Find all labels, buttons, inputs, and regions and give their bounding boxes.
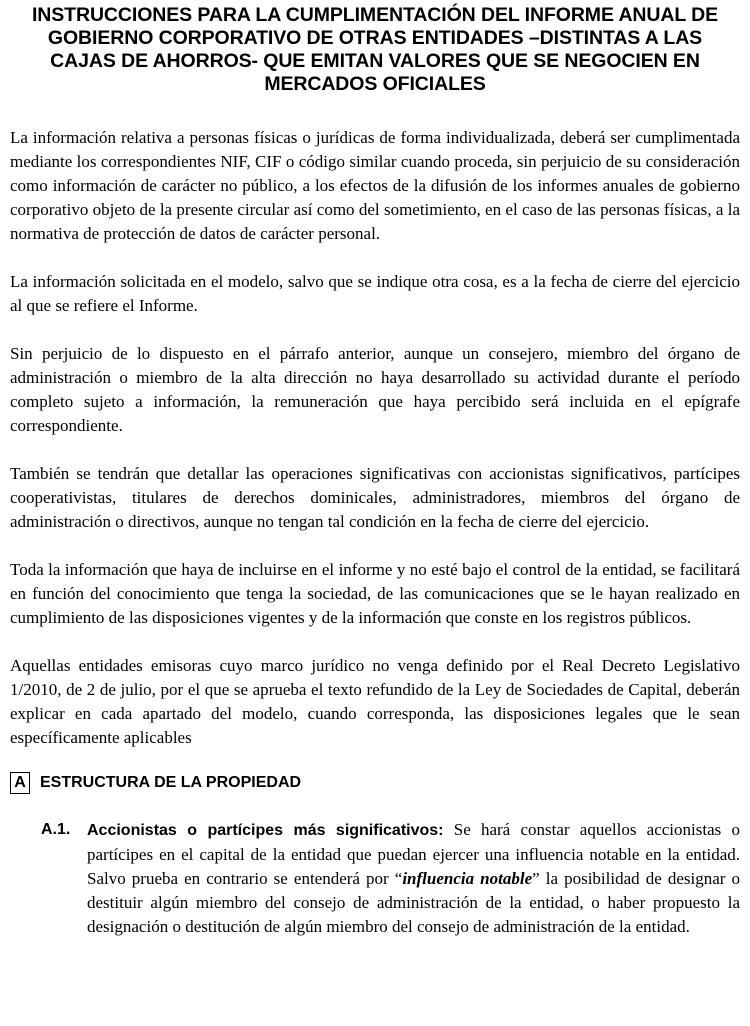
subsection-text-before: Se hará constar aquellos accionistas o partícipes en el capital de la entidad que puedan ejercer una influencia notable en la entidad. Salvo prueba en contrario se entenderá por “ xyxy=(87,820,740,888)
paragraph-legal-framework: Aquellas entidades emisoras cuyo marco jurídico no venga definido por el Real Decreto Legislativo 1/2010, de 2 de julio, por el que se aprueba el texto refundido de la Ley de Sociedades de Capital, deberán explicar en cada apartado del modelo, cuando corresponda, las disposiciones legales que le sean específicamente aplicables xyxy=(10,656,740,747)
paragraph-significant-operations: También se tendrán que detallar las operaciones significativas con accionistas significativos, partícipes cooperativistas, titulares de derechos dominicales, administradores, miembros del órgano de administración o directivos, aunque no tengan tal condición en la fecha de cierre del ejercicio. xyxy=(10,464,740,531)
subsection-a1 xyxy=(10,818,740,939)
document-page xyxy=(0,4,750,1026)
paragraph-reference-date: La información solicitada en el modelo, salvo que se indique otra cosa, es a la fecha de cierre del ejercicio al que se refiere el Informe. xyxy=(10,272,740,315)
paragraph-remuneration: Sin perjuicio de lo dispuesto en el párrafo anterior, aunque un consejero, miembro del órgano de administración o miembro de la alta dirección no haya desarrollado su actividad durante el período completo sujeto a información, la remuneración que haya percibido será incluida en el epígrafe correspondiente. xyxy=(10,344,740,435)
section-title: ESTRUCTURA DE LA PROPIEDAD xyxy=(40,774,302,791)
subsection-emphasis: influencia notable xyxy=(402,869,533,888)
section-letter-box: A xyxy=(10,772,30,794)
paragraph-information-source: Toda la información que haya de incluirse en el informe y no esté bajo el control de la entidad, se facilitará en función del conocimiento que tenga la sociedad, de las comunicaciones que se le hayan realizado en cumplimiento de las disposiciones vigentes y de la información que conste en los registros públicos. xyxy=(10,560,740,627)
document-title: INSTRUCCIONES PARA LA CUMPLIMENTACIÓN DEL INFORME ANUAL DE GOBIERNO CORPORATIVO DE OTRAS ENTIDADES –DISTINTAS A LAS CAJAS DE AHORROS- QUE EMITAN VALORES QUE SE NEGOCIEN EN MERCADOS OFICIALES xyxy=(31,4,719,95)
section-heading xyxy=(10,772,740,794)
subsection-title: Accionistas o partícipes más significativos: xyxy=(87,822,444,839)
subsection-body xyxy=(87,818,740,939)
subsection-number: A.1. xyxy=(41,821,71,838)
subsection-text-after: ” la posibilidad de designar o destituir algún miembro del consejo de administración de la entidad, o haber propuesto la designación o destitución de algún miembro del consejo de administración de la entidad. xyxy=(87,869,740,936)
paragraph-personal-data: La información relativa a personas físicas o jurídicas de forma individualizada, deberá ser cumplimentada mediante los correspondientes NIF, CIF o código similar cuando proceda, sin perjuicio de su consideración como información de carácter no público, a los efectos de la difusión de los informes anuales de gobierno corporativo objeto de la presente circular así como del sometimiento, en el caso de las personas físicas, a la normativa de protección de datos de carácter personal. xyxy=(10,128,740,243)
